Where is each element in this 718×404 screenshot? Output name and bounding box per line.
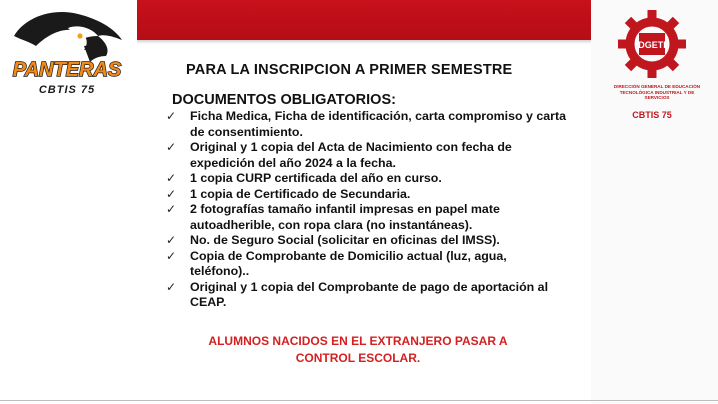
checkmark-icon: ✓ [166,109,177,123]
list-item [166,187,566,203]
dgeti-org-text: DIRECCIÓN GENERAL DE EDUCACIÓN TECNOLÓGICA INDUSTRIAL Y DE SERVICIOS [613,84,701,101]
dgeti-logo [608,8,706,126]
dgeti-badge-text: DGETI [638,40,666,50]
list-item-text: Ficha Medica, Ficha de identificación, carta compromiso y carta de consentimiento. [190,109,566,139]
bottom-divider [0,400,718,401]
list-item [166,202,566,233]
list-item [166,171,566,187]
list-item-text: 1 copia de Certificado de Secundaria. [190,186,411,201]
list-item-text: 1 copia CURP certificada del año en curso. [190,171,442,185]
panteras-logo [6,6,128,102]
panther-head-icon [14,12,122,62]
notice-line-2: CONTROL ESCOLAR. [295,351,421,365]
list-item-text: Original y 1 copia del Acta de Nacimiento con fecha de expedición del año 2024 a la fecha. [190,140,512,170]
panteras-school-text: CBTIS 75 [38,84,96,96]
header-banner [137,0,591,40]
page-title: PARA LA INSCRIPCION A PRIMER SEMESTRE [186,62,513,78]
checkmark-icon: ✓ [166,248,177,263]
gear-icon [618,10,686,78]
checkmark-icon: ✓ [166,186,177,201]
list-item-text: Original y 1 copia del Comprobante de pago de aportación al CEAP. [190,279,549,309]
list-item [166,249,566,280]
notice-line-1: ALUMNOS NACIDOS EN EL EXTRANJERO PASAR A [208,334,508,348]
dgeti-campus-text: CBTIS 75 [632,110,672,120]
list-item-text: No. de Seguro Social (solicitar en oficinas del IMSS). [190,233,500,247]
checkmark-icon: ✓ [166,171,177,185]
header-banner-shadow [137,40,591,44]
requirements-list [166,109,566,311]
list-item [166,233,566,249]
list-item [166,280,566,311]
panteras-logo-text: PANTERAS [12,59,122,81]
checkmark-icon: ✓ [166,140,177,154]
checkmark-icon: ✓ [166,279,177,294]
list-item [166,109,566,140]
list-item-text: 2 fotografías tamaño infantil impresas en papel mate autoadherible, con ropa clara (no instantáneas). [190,202,500,232]
checkmark-icon: ✓ [166,202,177,216]
checkmark-icon: ✓ [166,233,177,247]
section-heading: DOCUMENTOS OBLIGATORIOS: [172,92,396,108]
foreign-students-notice [196,333,520,367]
list-item [166,140,566,171]
list-item-text: Copia de Comprobante de Domicilio actual (luz, agua, teléfono).. [190,248,507,278]
